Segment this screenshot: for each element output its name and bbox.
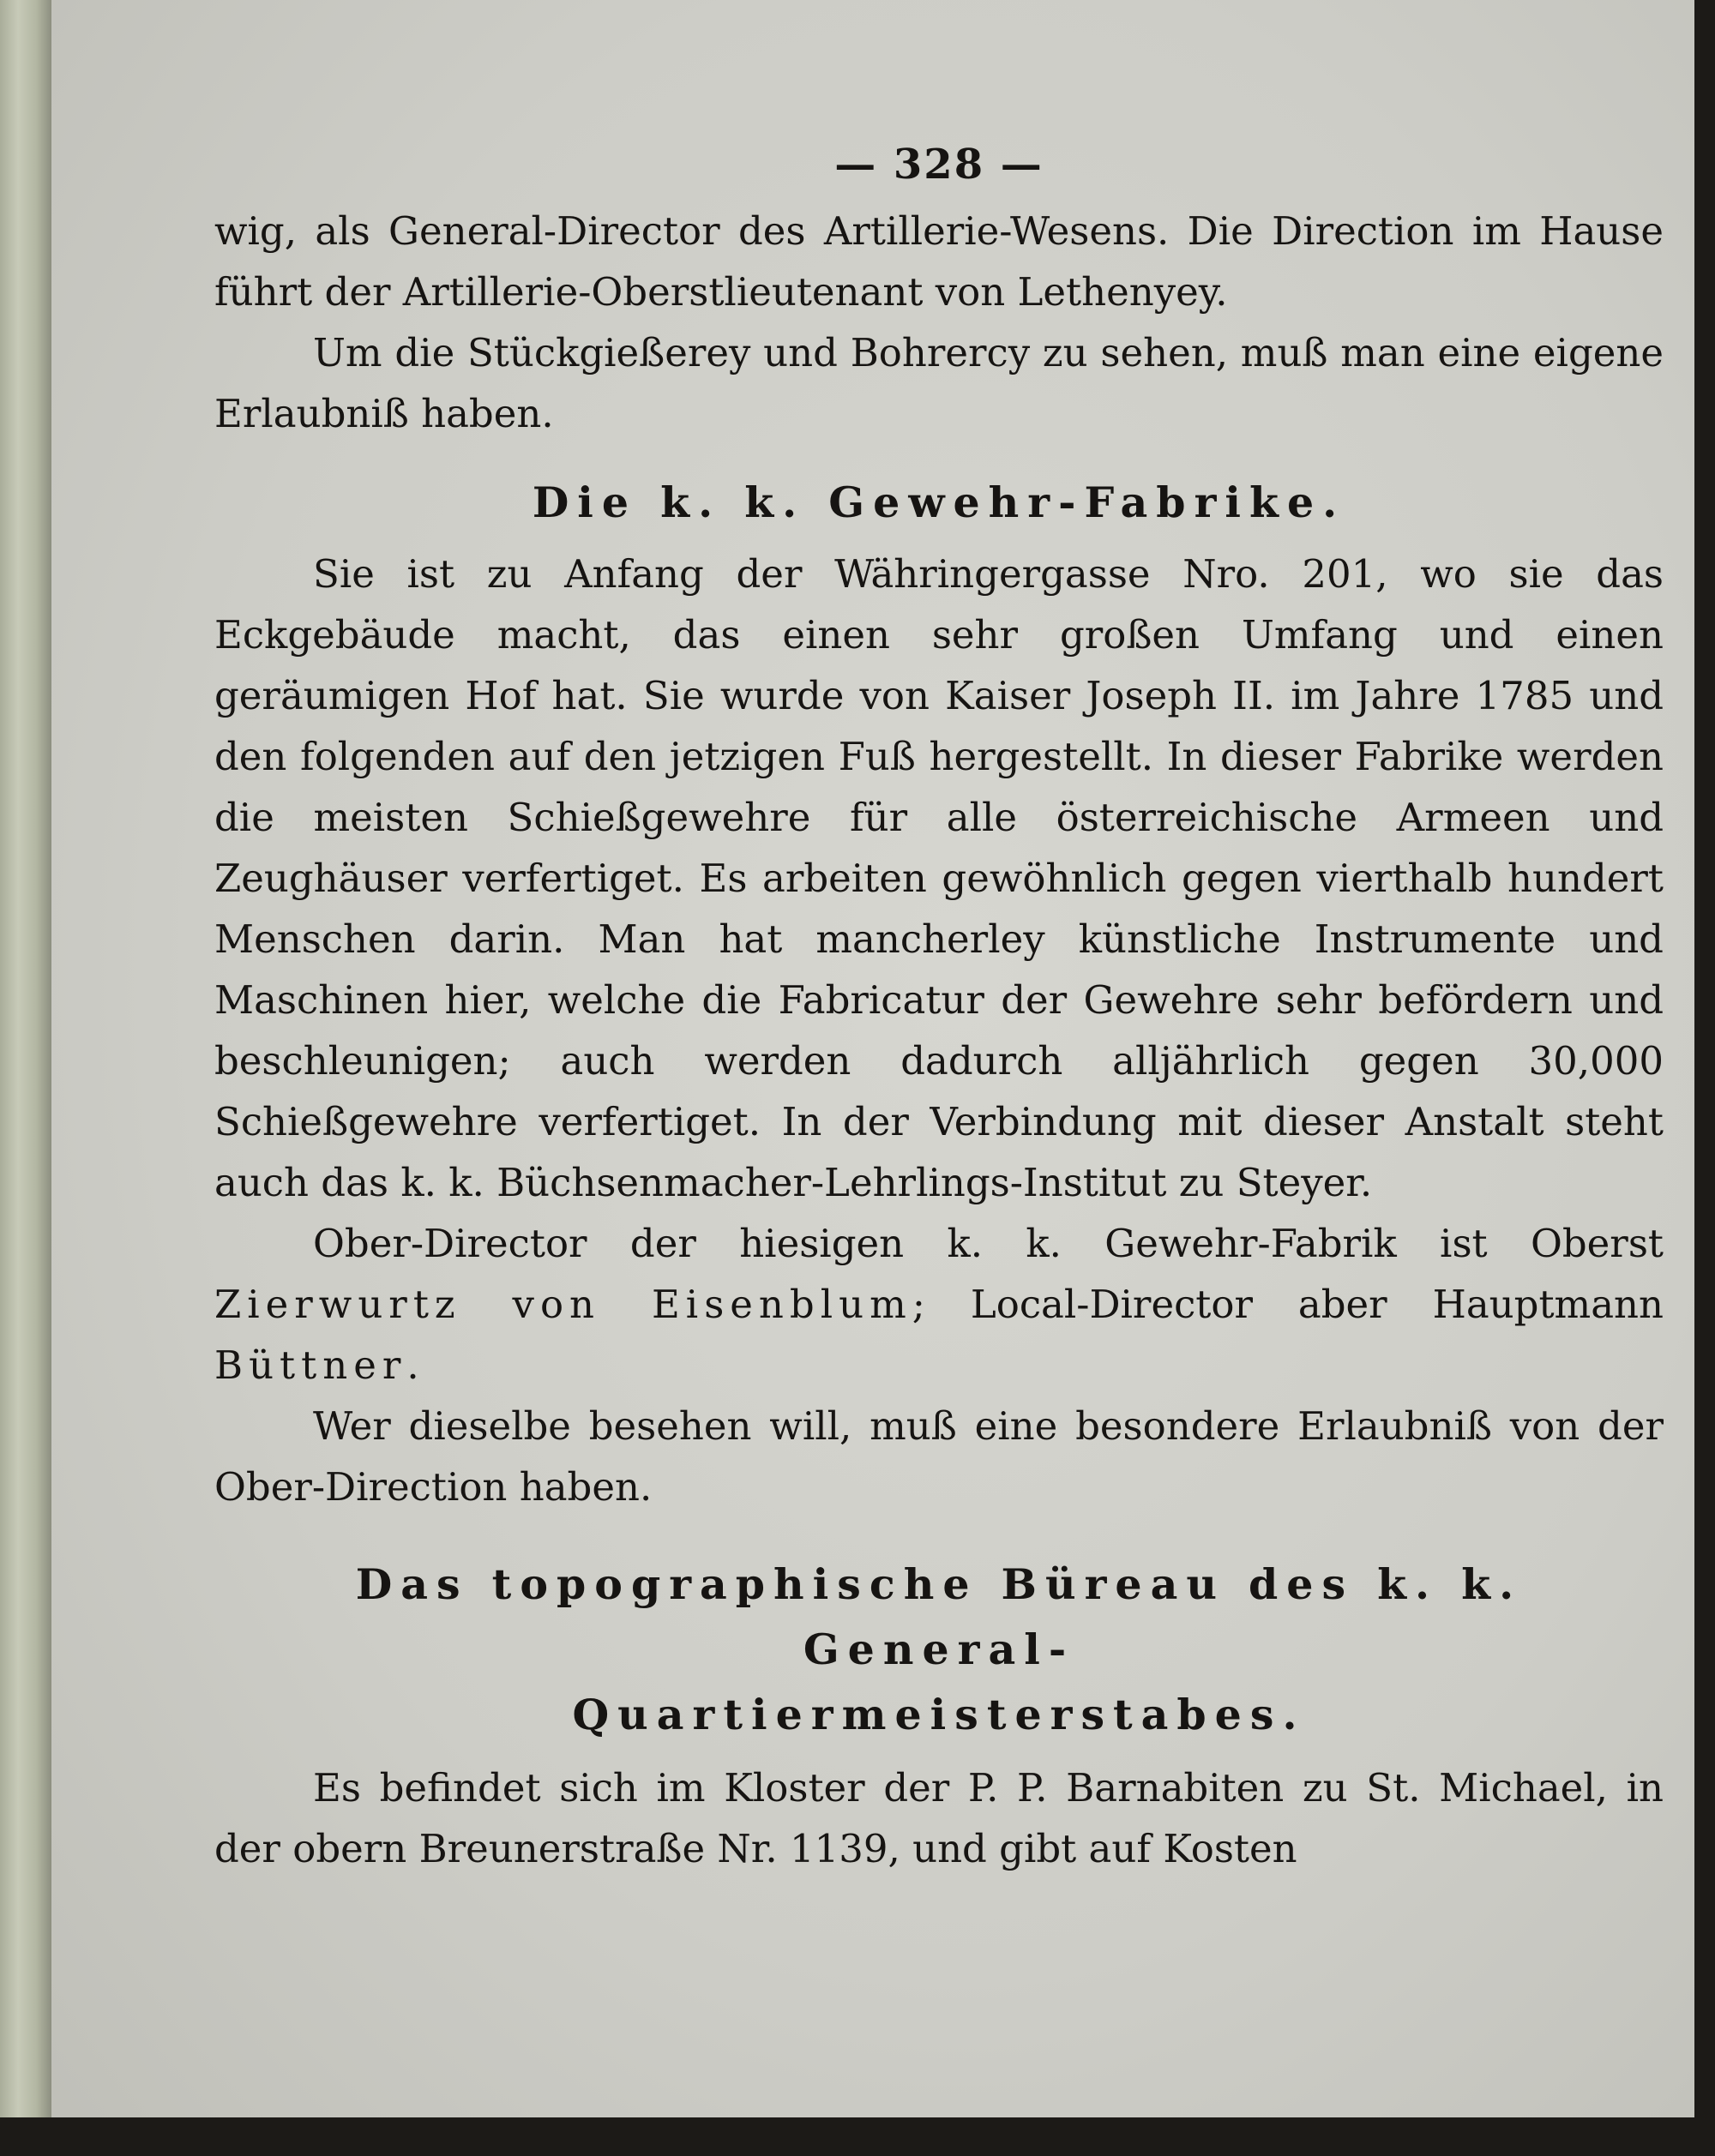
book-page-edge bbox=[0, 0, 51, 2156]
person-name: Büttner bbox=[214, 1342, 407, 1388]
paragraph-artillery-direction: wig, als General-Director des Artillerie-Wesens. Die Direction im Hause führt der Artillerie-Oberstlieutenant von Lethenyey. bbox=[214, 208, 1664, 315]
text-segment: . bbox=[406, 1342, 419, 1388]
person-name: Zierwurtz von Eisenblum bbox=[214, 1282, 912, 1327]
paragraph-fabrike-directors bbox=[214, 1213, 1664, 1396]
page-number: — 328 — bbox=[834, 141, 1044, 189]
paragraph-permission-foundry: Um die Stückgießerey und Bohrercy zu sehen, muß man eine eigene Erlaubniß haben. bbox=[214, 330, 1664, 436]
book-page bbox=[51, 0, 1694, 2156]
heading-line: Quartiermeisterstabes. bbox=[572, 1690, 1306, 1739]
text-segment: Ober-Director der hiesigen k. k. Gewehr-Fabrik ist Oberst bbox=[313, 1221, 1664, 1266]
heading-line: Das topographische Büreau des k. k. General- bbox=[355, 1559, 1523, 1674]
section-heading-topographic-bureau bbox=[214, 1552, 1664, 1747]
scan-bottom-margin bbox=[0, 2117, 1715, 2156]
section-heading-gewehr-fabrike: Die k. k. Gewehr-Fabrike. bbox=[532, 477, 1346, 527]
text-segment: ; Local-Director aber Hauptmann bbox=[912, 1282, 1664, 1327]
paragraph-fabrike-permission: Wer dieselbe besehen will, muß eine besondere Erlaubniß von der Ober-Direction haben. bbox=[214, 1403, 1664, 1510]
page-text-block bbox=[214, 129, 1664, 1879]
paragraph-fabrike-description: Sie ist zu Anfang der Währingergasse Nro. 201, wo sie das Eckgebäude macht, das einen sehr großen Umfang und einen geräumigen Hof hat. Sie wurde von Kaiser Joseph II. im Jahre 1785 und den folgenden auf den jetzigen Fuß hergestellt. In dieser Fabrike werden die meisten Schießgewehre für alle österreichische Armeen und Zeughäuser verfertiget. Es arbeiten gewöhnlich gegen vierthalb hundert Menschen darin. Man hat mancherley künstliche Instrumente und Maschinen hier, welche die Fabricatur der Gewehre sehr befördern und beschleunigen; auch werden dadurch alljährlich gegen 30,000 Schießgewehre verfertiget. In der Verbindung mit dieser Anstalt steht auch das k. k. Büchsenmacher-Lehrlings-Institut zu Steyer. bbox=[214, 551, 1664, 1205]
paragraph-bureau-location: Es befindet sich im Kloster der P. P. Barnabiten zu St. Michael, in der obern Breunerstraße Nr. 1139, und gibt auf Kosten bbox=[214, 1765, 1664, 1871]
